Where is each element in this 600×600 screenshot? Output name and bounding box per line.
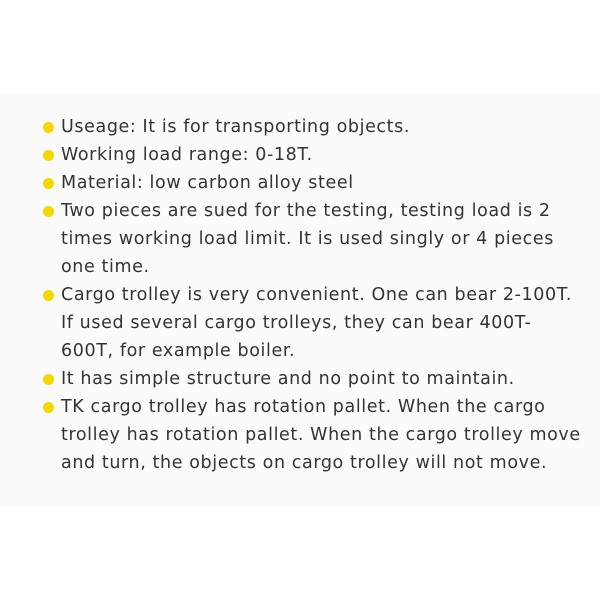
bullet-dot-icon [43, 150, 54, 161]
bullet-dot-icon [43, 374, 54, 385]
list-item [0, 141, 600, 169]
spec-panel [0, 93, 600, 507]
list-item-text: TK cargo trolley has rotation pallet. When the cargo [61, 397, 546, 417]
bullet-dot-icon [43, 178, 54, 189]
list-item [0, 113, 600, 141]
list-item-text: Material: low carbon alloy steel [61, 173, 354, 193]
list-item-text: Two pieces are sued for the testing, testing load is 2 [61, 201, 551, 221]
list-item-text: Working load range: 0-18T. [61, 145, 313, 165]
bullet-dot-icon [43, 206, 54, 217]
list-item-text: and turn, the objects on cargo trolley will not move. [61, 453, 548, 473]
list-item-text: If used several cargo trolleys, they can bear 400T- [61, 313, 532, 333]
list-item-text: It has simple structure and no point to maintain. [61, 369, 515, 389]
feature-list [0, 113, 600, 477]
list-item-text: Useage: It is for transporting objects. [61, 117, 410, 137]
bullet-dot-icon [43, 402, 54, 413]
list-item [0, 169, 600, 197]
list-item-text: times working load limit. It is used singly or 4 pieces [61, 229, 554, 249]
list-item-text: 600T, for example boiler. [61, 341, 296, 361]
list-item [0, 281, 600, 365]
list-item-text: trolley has rotation pallet. When the cargo trolley move [61, 425, 581, 445]
bullet-dot-icon [43, 122, 54, 133]
list-item [0, 365, 600, 393]
list-item-text: Cargo trolley is very convenient. One can bear 2-100T. [61, 285, 573, 305]
list-item-text: one time. [61, 257, 150, 277]
list-item [0, 197, 600, 281]
bullet-dot-icon [43, 290, 54, 301]
list-item [0, 393, 600, 477]
